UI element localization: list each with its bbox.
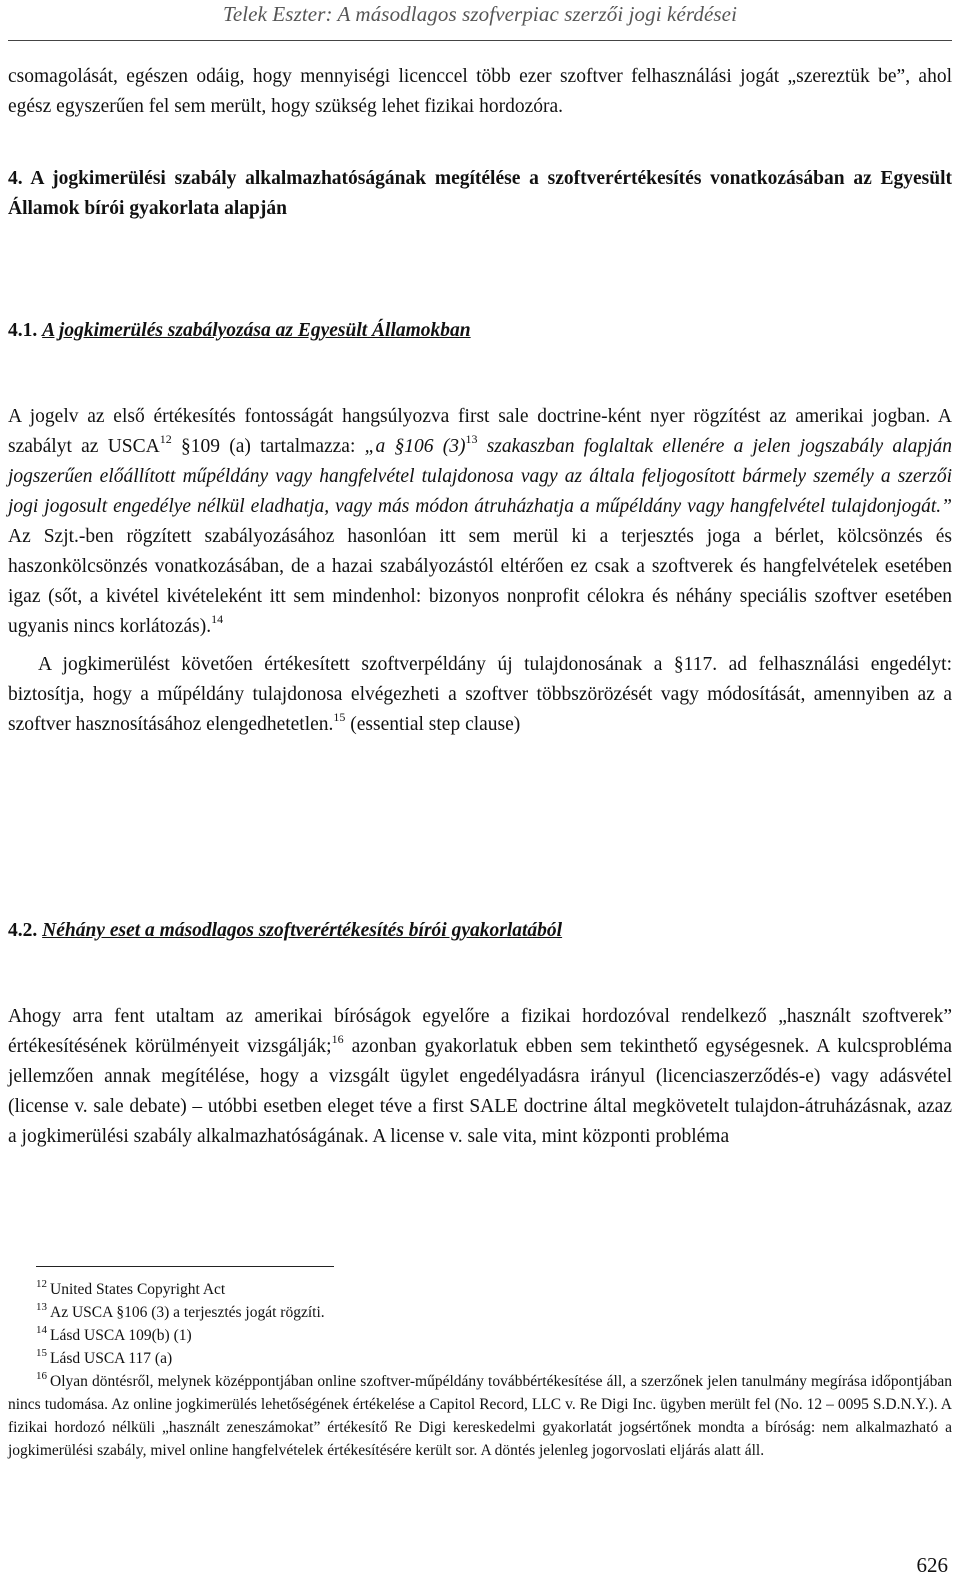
quote-run: „a §106 (3) [364,436,466,457]
footnote-separator [36,1266,334,1267]
section-4-2-heading-block [8,916,952,946]
text-run: §109 (a) tartalmazza: [171,436,365,457]
opening-paragraph-text: csomagolását, egészen odáig, hogy mennyiségi licenccel több ezer szoftver felhasználási jogát „szereztük be”, ahol egész egyszerűen fel sem merült, hogy szükség lehet fizikai hordozóra. [8,66,952,117]
page-number: 626 [916,1553,948,1577]
text-run: A jogelv az első értékesítés fontosságát hangsúlyozva first sale doctrine-ként nyer rögzítést az amerikai jogban. A szabályt az USCA [8,406,952,457]
text-run: Ahogy arra fent utaltam az amerikai bíróságok egyelőre a fizikai hordozóval rendelkező „használt szoftverek” értékesítésének körülményeit vizsgálják; [8,1006,952,1057]
footnote-13 [8,1301,952,1324]
footnote-14 [8,1324,952,1347]
header-rule [8,40,952,41]
section-4-heading-block [8,164,952,224]
footnotes [8,1278,952,1462]
footnote-15 [8,1347,952,1370]
footnote-text: Lásd USCA 117 (a) [50,1350,173,1367]
text-run: Az Szjt.-ben rögzített szabályozásához hasonlóan itt sem merül ki a terjesztés joga a bérlet, kölcsönzés és haszonkölcsönzés vonatkozásában, de a hazai szabályozástól eltérően ez csak a szoftverek és hangfelvételek esetében igaz (sőt, a kivétel kivételeként itt sem mindenhol: bizonyos nonprofit célokra és néhány speciális szoftver esetében ugyanis nincs korlátozás). [8,526,952,637]
running-header: Telek Eszter: A másodlagos szofverpiac szerzői jogi kérdései [222,2,738,26]
section-4-heading: 4. A jogkimerülési szabály alkalmazhatóságának megítélése a szoftverértékesítés vonatkozásában az Egyesült Államok bírói gyakorlata alapján [8,168,952,219]
section-4-2-body [8,1002,952,1152]
section-4-2-heading [8,916,952,946]
text-run: A jogkimerülést követően értékesített szoftverpéldány új tulajdonosának a §117. ad felhasználási engedélyt: biztosítja, hogy a műpéldány tulajdonosa elvégezheti a szoftver többszörözését vagy módosítását, amennyiben az a szoftver hasznosításához elengedhetetlen. [8,654,952,735]
footnote-text: Olyan döntésről, melynek középpontjában online szoftver-műpéldány továbbértékesítése áll, a szerzőnek jelen tanulmány megírása időpontjában nincs tudomása. Az online jogkimerülés lehetőségének értékelése a Capitol Record, LLC v. Re Digi Inc. ügyben merült fel (No. 12 – 0095 S.D.N.Y.). A fizikai hordozó nélküli „használt zeneszámokat” értékesítő Re Digi kereskedelmi gyakorlatát jogsértőnek mondta a bíróság: nem alkalmazható a jogkimerülési szabály, mivel online hangfelvételek értékesítésére került sor. A döntés jelenleg jogorvoslati eljárás alatt áll. [8,1373,952,1459]
section-4-1-heading-block [8,316,952,346]
footnote-ref-14[interactable]: 14 [211,612,224,626]
footnote-ref-16[interactable]: 16 [331,1032,344,1046]
section-4-2-title: Néhány eset a másodlagos szoftverértékesítés bírói gyakorlatából [42,920,563,941]
footnote-number: 15 [36,1347,47,1359]
section-4-1-heading [8,316,952,346]
footnote-ref-15[interactable]: 15 [333,710,346,724]
footnote-number: 13 [36,1301,47,1313]
section-4-1-title: A jogkimerülés szabályozása az Egyesült Államokban [42,320,471,341]
footnote-12 [8,1278,952,1301]
footnote-number: 14 [36,1324,47,1336]
section-4-1-paragraph-1 [8,402,952,642]
quote-run: szakaszban foglaltak ellenére a jelen jogszabály alapján jogszerűen előállított műpéldány vagy hangfelvétel tulajdonosa vagy az általa feljogosított bármely személy a szerzői jogi jogosult engedélye nélkül eladhatja, vagy más módon átruházhatja a műpéldány vagy hangfelvétel tulajdonjogát.” [8,436,952,517]
text-run: (essential step clause) [345,714,521,735]
footnote-16 [8,1370,952,1462]
footnote-ref-12[interactable]: 12 [159,432,172,446]
section-4-1-paragraph-2 [8,650,952,740]
footnote-number: 16 [36,1370,47,1382]
opening-paragraph [8,62,952,122]
footnote-text: United States Copyright Act [50,1281,226,1298]
section-4-2-number: 4.2. [8,920,38,941]
footnote-text: Lásd USCA 109(b) (1) [50,1327,192,1344]
section-4-1-number: 4.1. [8,320,38,341]
section-4-2-paragraph-1 [8,1002,952,1152]
footnote-ref-13[interactable]: 13 [465,432,478,446]
footnote-text: Az USCA §106 (3) a terjesztés jogát rögzíti. [50,1304,325,1321]
text-run: azonban gyakorlatuk ebben sem tekinthető egységesnek. A kulcsprobléma jellemzően annak megítélése, hogy a vizsgált ügylet engedélyadásra irányul (licenciaszerződés-e) vagy adásvétel (license v. sale debate) – utóbbi esetben eleget téve a first SALE doctrine által megkövetelt tulajdon-átruházásnak, azaz a jogkimerülési szabály alkalmazhatóságának. A license v. sale vita, mint központi probléma [8,1036,952,1147]
footnote-number: 12 [36,1278,47,1290]
section-4-1-body [8,402,952,740]
